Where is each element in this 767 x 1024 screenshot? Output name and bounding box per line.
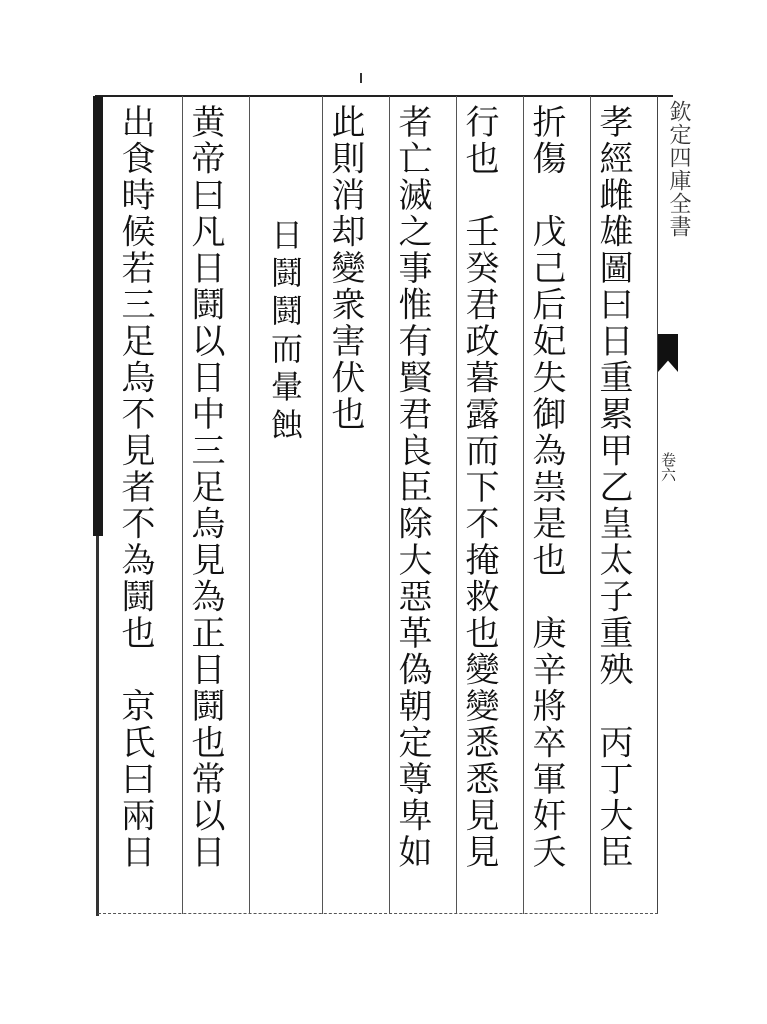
column-rule <box>182 96 183 914</box>
top-tick-mark <box>360 73 362 83</box>
text-column-4: 者亡滅之事惟有賢君良臣除大惡革偽朝定尊卑如 <box>392 104 432 871</box>
text-column-2: 折傷 戊己后妃失御為祟是也 庚辛將卒軍奸夭 <box>526 104 566 871</box>
margin-rule <box>657 96 658 914</box>
text-column-6: 黄帝曰凡日鬪以日中三足烏見為正日鬪也常以日 <box>185 104 225 871</box>
binding-edge-lower <box>96 536 99 916</box>
column-rule <box>389 96 390 914</box>
text-column-5: 此則消却變衆害伏也 <box>325 104 365 433</box>
text-column-1: 孝經雌雄圖曰日重累甲乙皇太子重殃 丙丁大臣 <box>593 104 633 871</box>
margin-book-title: 欽定四庫全書 <box>666 100 691 238</box>
text-column-7: 出食時候若三足烏不見者不為鬪也 京氏曰兩日 <box>115 104 155 871</box>
column-rule <box>523 96 524 914</box>
margin-chapter-label: 卷六 <box>659 452 677 482</box>
column-rule <box>249 96 250 914</box>
binding-edge <box>93 96 103 536</box>
section-heading: 日鬪鬪而暈蝕 <box>266 218 304 446</box>
text-column-3: 行也 壬癸君政暮露而下不掩救也變變悉悉見見 <box>459 104 499 871</box>
column-rule <box>590 96 591 914</box>
column-rule <box>456 96 457 914</box>
column-rule <box>322 96 323 914</box>
